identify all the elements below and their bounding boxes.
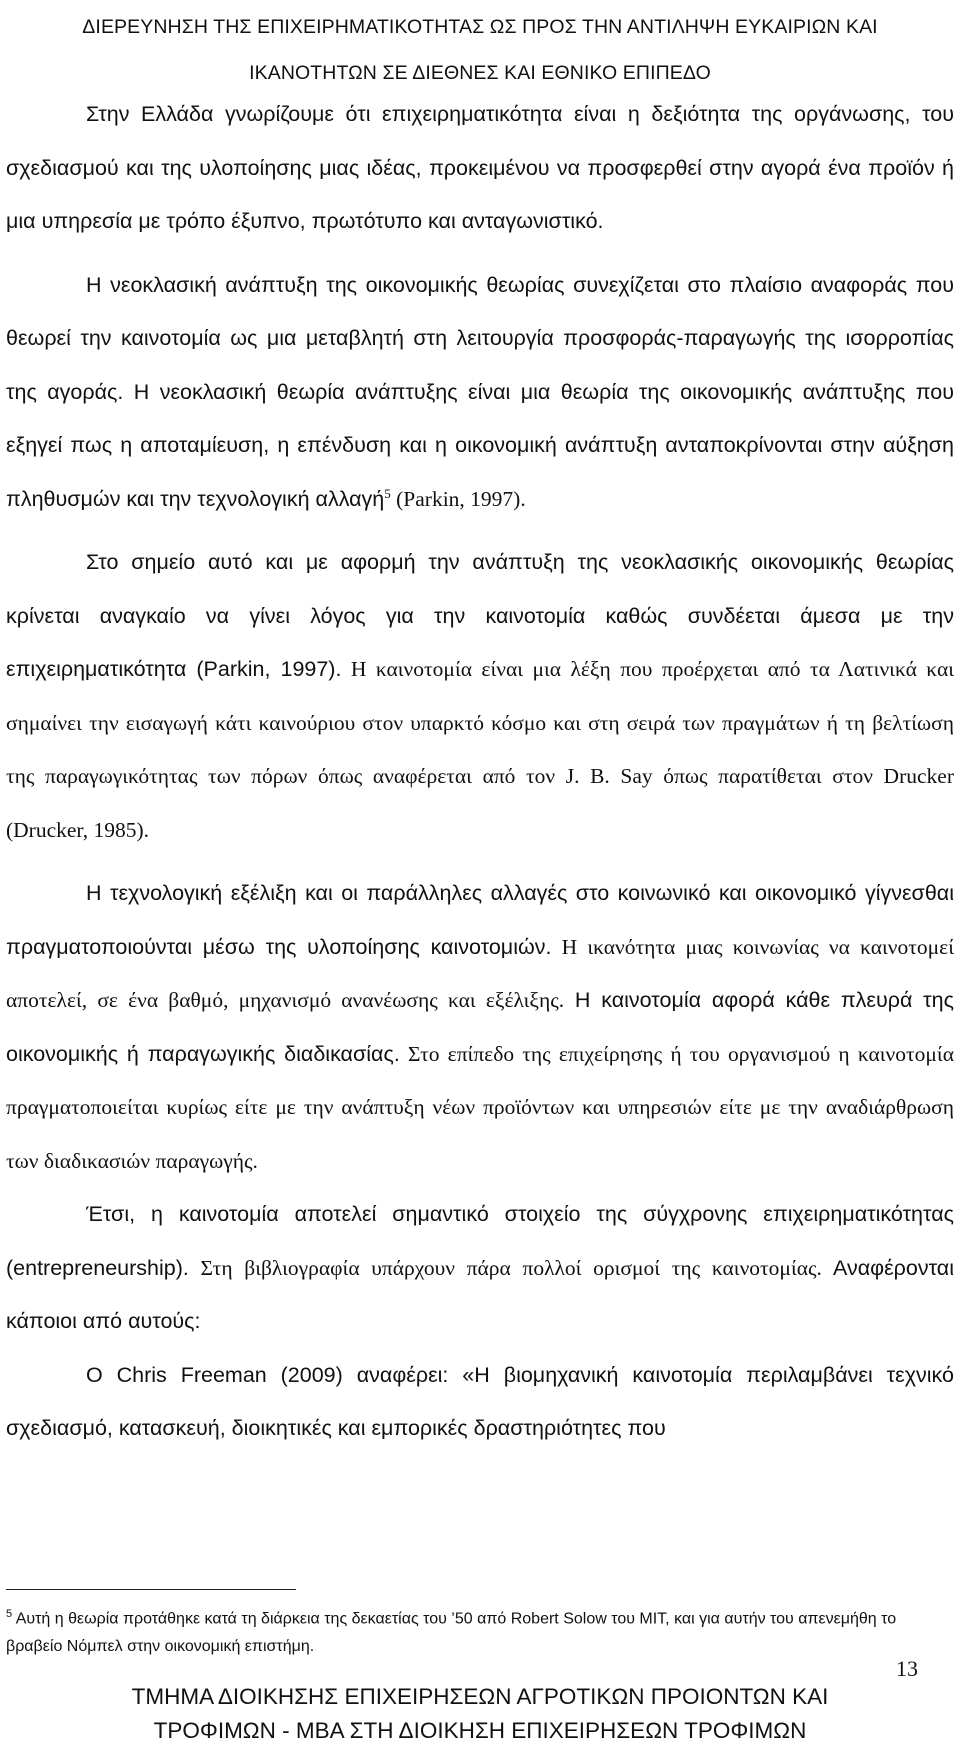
paragraph-5-text-b: Στη βιβλιογραφία υπάρχουν πάρα πολλοί ορισμοί της καινοτομίας. — [188, 1255, 822, 1280]
paragraph-4 — [6, 867, 954, 1188]
running-footer — [0, 1680, 960, 1748]
paragraph-1-text: Στην Ελλάδα γνωρίζουμε ότι επιχειρηματικότητα είναι η δεξιότητα της οργάνωσης, του σχεδιασμού και της υλοποίησης μιας ιδέας, προκειμένου να προσφερθεί στην αγορά ένα προϊόν ή μια υπηρεσία με τρόπο έξυπνο, πρωτότυπο και ανταγωνιστικό. — [6, 102, 954, 233]
paragraph-4-text-c: Η καινοτομία αφορά κάθε πλευρά της οικονομικής ή παραγωγικής διαδικασίας. — [6, 988, 954, 1066]
paragraph-3-text-a: Στο σημείο αυτό και με αφορμή την ανάπτυξη της νεοκλασικής οικονομικής θεωρίας κρίνεται αναγκαίο να γίνει λόγος για την καινοτομία καθώς συνδέεται άμεσα με την επιχειρηματικότητα (Parkin, 1997). — [6, 550, 954, 681]
paragraph-2-text: Η νεοκλασική ανάπτυξη της οικονομικής θεωρίας συνεχίζεται στο πλαίσιο αναφοράς που θεωρεί την καινοτομία ως μια μεταβλητή στη λειτουργία προσφοράς-παραγωγής της ισορροπίας της αγοράς. Η νεοκλασική θεωρία ανάπτυξης είναι μια θεωρία της οικονομικής ανάπτυξης που εξηγεί πως η αποταμίευση, η επένδυση και η οικονομική ανάπτυξη ανταποκρίνονται στην αύξηση πληθυσμών και την τεχνολογική αλλαγή — [6, 272, 954, 511]
paragraph-5-text-c: Αναφέρονται κάποιοι από αυτούς: — [6, 1255, 954, 1333]
body-text — [6, 88, 954, 1456]
paragraph-2-citation: (Parkin, 1997). — [390, 486, 526, 511]
footnote-separator — [6, 1589, 296, 1590]
running-header — [0, 4, 960, 96]
paragraph-4-text-d: Στο επίπεδο της επιχείρησης ή του οργανισμού η καινοτομία πραγματοποιείται κυρίως είτε με την ανάπτυξη νέων προϊόντων και υπηρεσιών είτε με την αναδιάρθρωση των διαδικασιών παραγωγής. — [6, 1041, 954, 1173]
page-number: 13 — [896, 1656, 918, 1681]
footer-line-1: ΤΜΗΜΑ ΔΙΟΙΚΗΣΗΣ ΕΠΙΧΕΙΡΗΣΕΩΝ ΑΓΡΟΤΙΚΩΝ ΠΡΟΙΟΝΤΩΝ ΚΑΙ — [131, 1684, 829, 1709]
paragraph-6 — [6, 1349, 954, 1456]
paragraph-3-text-b: Η καινοτομία είναι μια λέξη που προέρχεται από τα Λατινικά και σημαίνει την εισαγωγή κάτι καινούριου στον υπαρκτό κόσμο και στη σειρά των πραγμάτων ή τη βελτίωση της παραγωγικότητας των πόρων όπως αναφέρεται από τον J. B. Say όπως παρατίθεται στον Drucker (Drucker, 1985). — [6, 657, 954, 842]
footnote-number: 5 — [6, 1608, 13, 1620]
paragraph-3 — [6, 536, 954, 857]
paragraph-4-text-b: Η ικανότητα μιας κοινωνίας να καινοτομεί αποτελεί, σε ένα βαθμό, μηχανισμό ανανέωσης και εξέλιξης. — [6, 934, 954, 1012]
paragraph-5 — [6, 1188, 954, 1349]
paragraph-5-text-a: Έτσι, η καινοτομία αποτελεί σημαντικό στοιχείο της σύγχρονης επιχειρηματικότητας (entrepreneurship). — [6, 1202, 954, 1280]
paragraph-6-text: Ο Chris Freeman (2009) αναφέρει: «Η βιομηχανική καινοτομία περιλαμβάνει τεχνικό σχεδιασμό, κατασκευή, διοικητικές και εμπορικές δραστηριότητες που — [6, 1362, 954, 1440]
footer-line-2: ΤΡΟΦΙΜΩΝ - ΜΒΑ ΣΤΗ ΔΙΟΙΚΗΣΗ ΕΠΙΧΕΙΡΗΣΕΩΝ ΤΡΟΦΙΜΩΝ — [153, 1718, 807, 1743]
paragraph-1 — [6, 88, 954, 249]
footnote — [6, 1600, 932, 1661]
footnote-reference[interactable]: 5 — [384, 485, 391, 501]
paragraph-2 — [6, 259, 954, 527]
paragraph-4-text-a: Η τεχνολογική εξέλιξη και οι παράλληλες αλλαγές στο κοινωνικό και οικονομικό γίγνεσθαι πραγματοποιούνται μέσω της υλοποίησης καινοτομιών. — [6, 881, 954, 959]
header-line-2: ΙΚΑΝΟΤΗΤΩΝ ΣΕ ΔΙΕΘΝΕΣ ΚΑΙ ΕΘΝΙΚΟ ΕΠΙΠΕΔΟ — [249, 62, 711, 84]
header-line-1: ΔΙΕΡΕΥΝΗΣΗ ΤΗΣ ΕΠΙΧΕΙΡΗΜΑΤΙΚΟΤΗΤΑΣ ΩΣ ΠΡΟΣ ΤΗΝ ΑΝΤΙΛΗΨΗ ΕΥΚΑΙΡΙΩΝ ΚΑΙ — [82, 16, 878, 38]
footnote-text: Αυτή η θεωρία προτάθηκε κατά τη διάρκεια της δεκαετίας του ’50 από Robert Solow του MIT, και για αυτήν του απενεμήθη το βραβείο Νόμπελ στην οικονομική επιστήμη. — [6, 1610, 897, 1656]
